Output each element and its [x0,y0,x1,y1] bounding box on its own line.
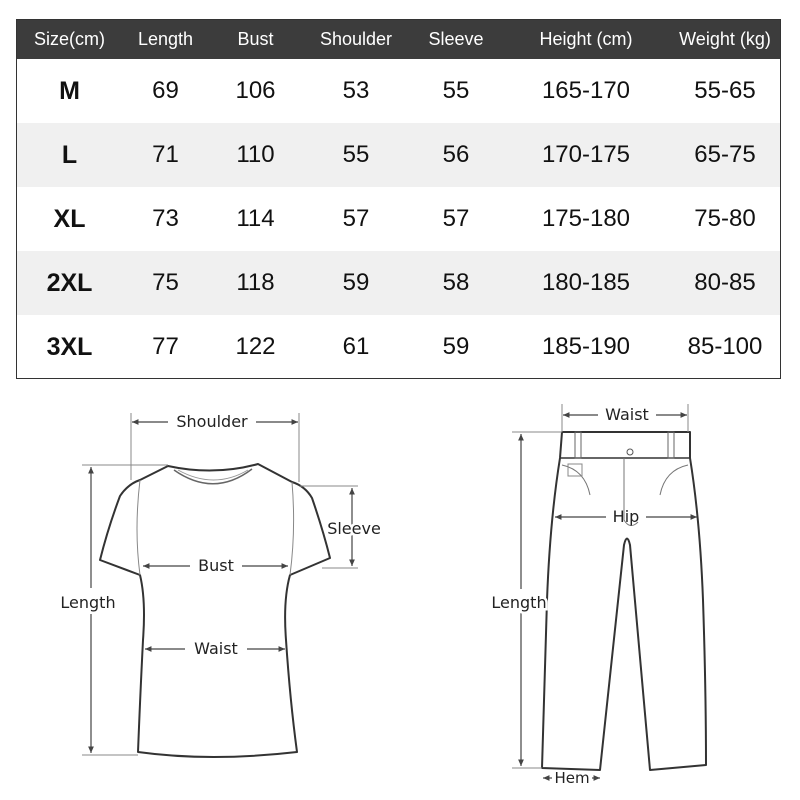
tshirt-sleeve-seam-left [137,480,140,575]
cell-shoulder: 53 [342,77,370,104]
cell-size: 2XL [46,268,93,297]
cell-height: 180-185 [541,269,631,296]
cell-sleeve: 59 [442,333,470,360]
header-height: Height (cm) [539,29,633,49]
length-label: Length [60,593,116,612]
cell-length: 71 [152,141,179,168]
cell-length: 69 [152,77,179,104]
pants-pocket-left [562,465,590,495]
cell-shoulder: 59 [342,269,370,296]
waist-label: Waist [194,639,238,658]
cell-shoulder: 61 [342,333,370,360]
cell-bust: 114 [236,205,275,232]
cell-sleeve: 55 [442,77,470,104]
cell-shoulder: 55 [342,141,370,168]
header-size: Size(cm) [34,29,105,49]
tshirt-diagram [60,412,380,757]
pants-diagram [491,404,706,787]
cell-height: 175-180 [541,205,631,232]
cell-weight: 65-75 [694,141,756,168]
cell-sleeve: 58 [442,269,470,296]
shoulder-label: Shoulder [176,412,248,431]
cell-sleeve: 57 [442,205,470,232]
pants-belt-loop-left [575,432,581,458]
sleeve-label: Sleeve [327,519,381,538]
pants-belt-loop-right [668,432,674,458]
cell-bust: 122 [235,333,276,360]
pants-button [627,449,633,455]
cell-height: 170-175 [541,141,631,168]
cell-height: 185-190 [541,333,631,360]
bust-label: Bust [198,556,234,575]
cell-length: 77 [152,333,179,360]
cell-length: 73 [152,205,179,232]
pants-waist-label: Waist [605,405,649,424]
cell-weight: 75-80 [694,205,756,232]
tshirt-outline [100,464,330,757]
cell-weight: 85-100 [687,333,763,360]
pants-length-label: Length [491,593,547,612]
cell-bust: 118 [236,269,275,296]
pants-hem-label: Hem [554,769,590,787]
cell-size: 3XL [46,332,93,361]
header-weight: Weight (kg) [679,29,771,49]
cell-bust: 106 [235,77,276,104]
header-sleeve: Sleeve [428,29,484,49]
cell-height: 165-170 [541,77,631,104]
cell-weight: 80-85 [694,269,756,296]
cell-weight: 55-65 [694,77,756,104]
cell-bust: 110 [236,141,275,168]
header-length: Length [137,29,194,49]
tshirt-sleeve-seam-right [290,482,294,575]
pants-pocket-right [660,465,688,495]
cell-size: L [61,140,78,169]
cell-sleeve: 56 [442,141,470,168]
cell-size: XL [53,204,86,233]
cell-length: 75 [152,269,179,296]
pants-hip-label: Hip [612,507,640,526]
cell-shoulder: 57 [342,205,370,232]
cell-size: M [59,76,80,105]
header-shoulder: Shoulder [319,29,393,49]
header-bust: Bust [237,29,274,49]
